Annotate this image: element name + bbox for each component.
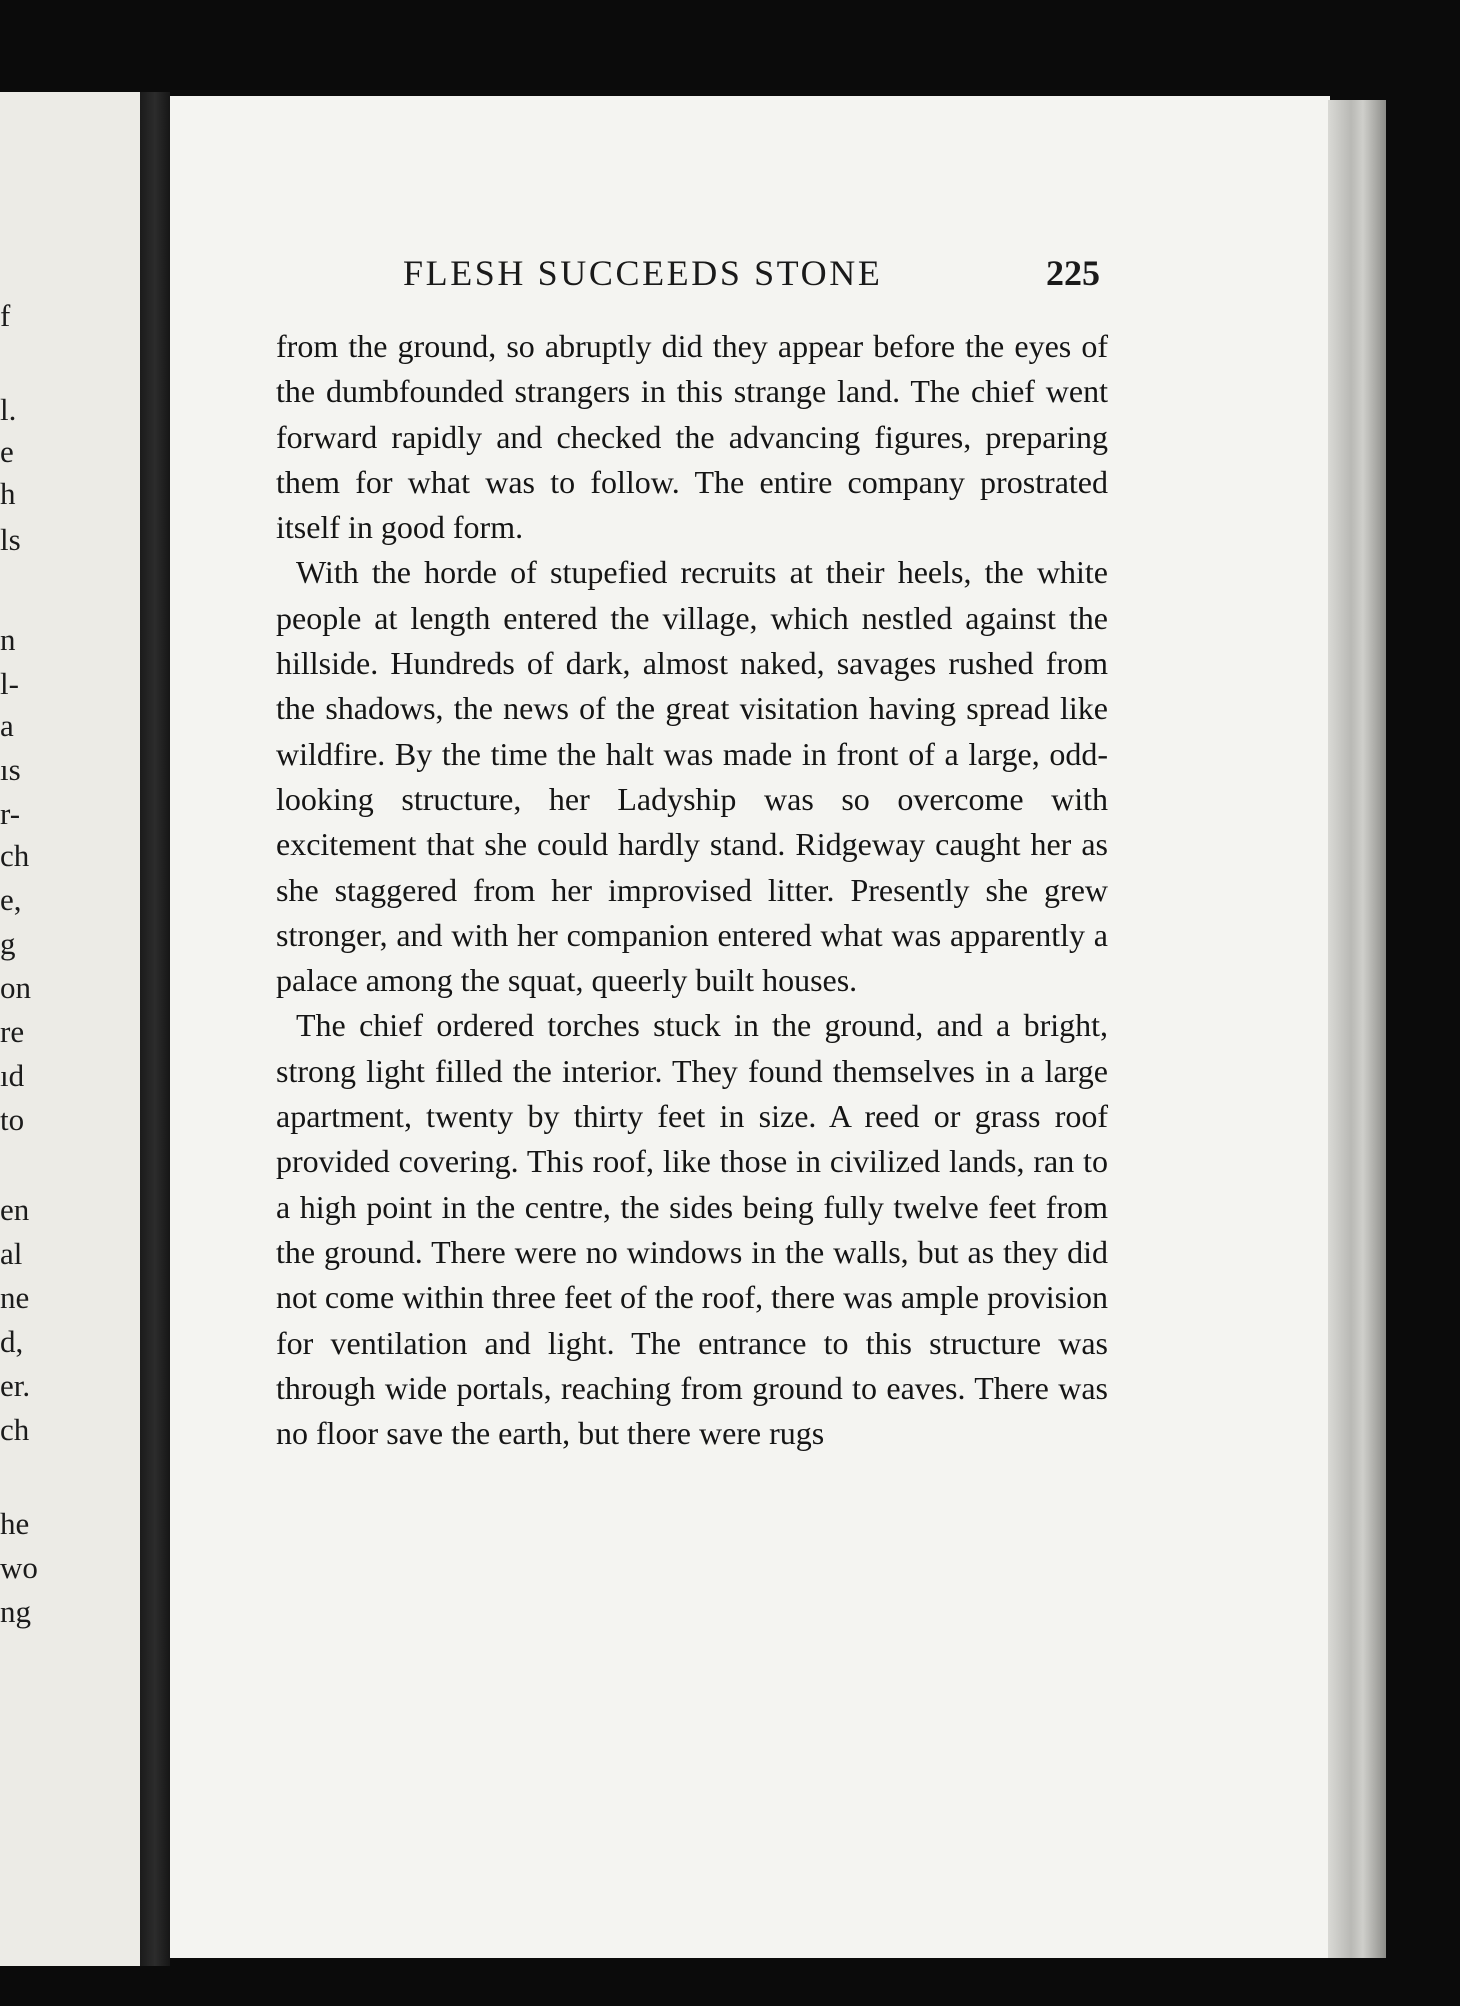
left-page-fragment: l. [0, 392, 17, 427]
left-page-fragment: ls [0, 522, 21, 557]
left-page-fragment: on [0, 970, 31, 1005]
left-page-fragment: e, [0, 882, 22, 917]
left-page-fragment: er. [0, 1368, 31, 1403]
left-page-fragment: ch [0, 838, 30, 873]
left-page-fragment: en [0, 1192, 30, 1227]
left-page-fragment: ıs [0, 752, 21, 787]
left-page-fragment: e [0, 434, 14, 469]
left-page-fragment: g [0, 926, 16, 961]
body-text [276, 324, 1108, 1456]
left-page-fragment: h [0, 476, 16, 511]
left-page-fragment: ıd [0, 1058, 25, 1093]
left-page-fragment: ng [0, 1594, 31, 1629]
left-page-fragment: ch [0, 1412, 30, 1447]
paragraph: With the horde of stupefied recruits at their heels, the white people at length entered the village, which nestled against the hillside. Hundreds of dark, almost naked, savages rushed from the shadows, the news of the great visitation having spread like wildfire. By the time the halt was made in front of a large, odd-looking structure, her Ladyship was so overcome with excitement that she could hardly stand. Ridgeway caught her as she staggered from her improvised litter. Presently she grew stronger, and with her companion entered what was apparently a palace among the squat, queerly built houses. [276, 554, 1108, 999]
left-page-fragment: he [0, 1506, 30, 1541]
page-edge [1328, 100, 1386, 1958]
running-title: FLESH SUCCEEDS STONE [403, 253, 883, 293]
page-number: 225 [1046, 253, 1100, 293]
left-page-fragment: to [0, 1102, 25, 1137]
left-page-fragment: al [0, 1236, 23, 1271]
paragraph: The chief ordered torches stuck in the ground, and a bright, strong light filled the interior. They found themselves in a large apartment, twenty by thirty feet in size. A reed or grass roof provided covering. This roof, like those in civilized lands, ran to a high point in the centre, the sides being fully twelve feet from the ground. There were no windows in the walls, but as they did not come within three feet of the roof, there was ample provision for ventilation and light. The entrance to this structure was through wide portals, reaching from ground to eaves. There was no floor save the earth, but there were rugs [276, 1007, 1108, 1452]
left-page-fragment: r- [0, 796, 21, 831]
left-page-fragment: a [0, 708, 14, 743]
paragraph: from the ground, so abruptly did they appear before the eyes of the dumbfounded strangers in this strange land. The chief went forward rapidly and checked the advancing figures, preparing them for what was to follow. The entire company prostrated itself in good form. [276, 328, 1108, 546]
left-page-fragment: d, [0, 1324, 24, 1359]
left-page-fragment: wo [0, 1550, 38, 1585]
left-page-fragment: re [0, 1014, 25, 1049]
left-page [0, 92, 150, 1966]
left-page-fragment: f [0, 298, 11, 333]
left-page-fragment: l- [0, 666, 19, 701]
left-page-fragment: ne [0, 1280, 30, 1315]
left-page-fragment: n [0, 622, 16, 657]
book-gutter [140, 92, 170, 1966]
